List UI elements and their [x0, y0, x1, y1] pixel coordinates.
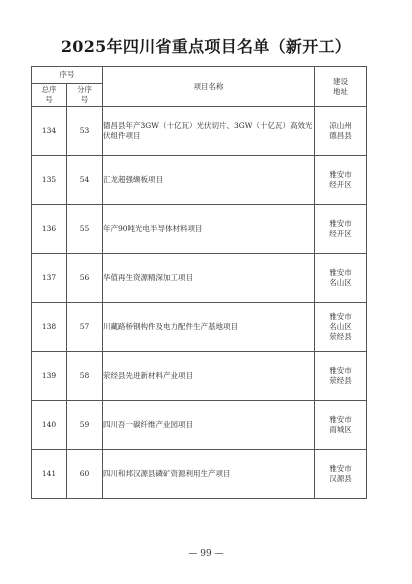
sub-seq-cell: 59: [67, 401, 103, 450]
total-seq-cell: 140: [32, 401, 67, 450]
project-name-cell: 川藏路桥钢构件及电力配件生产基地项目: [103, 303, 315, 352]
table-row: [32, 156, 367, 205]
project-name-cell: 四川和邦汉源县磷矿资源利用生产项目: [103, 450, 315, 499]
total-seq-cell: 136: [32, 205, 67, 254]
location-line: 雅安市: [329, 268, 352, 277]
location-line: 荥经县: [329, 332, 352, 341]
header-sub-seq: 分序号: [67, 84, 103, 107]
sub-seq-cell: 56: [67, 254, 103, 303]
total-seq-cell: 138: [32, 303, 67, 352]
location-line: 雅安市: [329, 415, 352, 424]
sub-seq-cell: 54: [67, 156, 103, 205]
total-seq-cell: 137: [32, 254, 67, 303]
project-name-cell: 德昌县年产3GW（十亿瓦）光伏切片、3GW（十亿瓦）高效光伏组件项目: [103, 107, 315, 156]
header-location: 建设地址: [315, 67, 367, 107]
total-seq-cell: 135: [32, 156, 67, 205]
table-row: [32, 205, 367, 254]
location-cell: [315, 352, 367, 401]
table-row: [32, 303, 367, 352]
location-line: 荥经县: [329, 376, 352, 385]
page-number: — 99 —: [188, 549, 224, 559]
location-line: 经开区: [329, 229, 352, 238]
sub-seq-cell: 58: [67, 352, 103, 401]
sub-seq-cell: 53: [67, 107, 103, 156]
header-total-seq: 总序号: [32, 84, 67, 107]
location-line: 汉源县: [329, 474, 352, 483]
location-line: 德昌县: [329, 131, 352, 140]
location-line: 雅安市: [329, 219, 352, 228]
location-line: 雅安市: [329, 366, 352, 375]
location-line: 名山区: [329, 278, 352, 287]
project-name-cell: 四川吾一碳纤维产业园项目: [103, 401, 315, 450]
sub-seq-cell: 60: [67, 450, 103, 499]
sub-seq-cell: 55: [67, 205, 103, 254]
header-seq-group: 序号: [32, 67, 103, 84]
document-title: 2025年四川省重点项目名单（新开工）: [60, 37, 352, 56]
location-line: 雨城区: [329, 425, 352, 434]
project-name-cell: 荥经县先进新材料产业项目: [103, 352, 315, 401]
total-seq-cell: 141: [32, 450, 67, 499]
location-line: 经开区: [329, 180, 352, 189]
location-cell: [315, 156, 367, 205]
location-cell: [315, 303, 367, 352]
location-line: 雅安市: [329, 312, 352, 321]
project-table: [31, 66, 367, 499]
sub-seq-cell: 57: [67, 303, 103, 352]
table-row: [32, 352, 367, 401]
table-header-row: [32, 67, 367, 84]
total-seq-cell: 139: [32, 352, 67, 401]
location-cell: [315, 401, 367, 450]
table-row: [32, 254, 367, 303]
header-project-name: 项目名称: [103, 67, 315, 107]
location-cell: [315, 205, 367, 254]
location-cell: [315, 450, 367, 499]
location-cell: [315, 254, 367, 303]
location-line: 名山区: [329, 322, 352, 331]
total-seq-cell: 134: [32, 107, 67, 156]
table-row: [32, 401, 367, 450]
table-row: [32, 107, 367, 156]
location-line: 雅安市: [329, 170, 352, 179]
table-row: [32, 450, 367, 499]
project-name-cell: 年产90吨光电半导体材料项目: [103, 205, 315, 254]
location-cell: [315, 107, 367, 156]
project-name-cell: 华值再生资源精深加工项目: [103, 254, 315, 303]
project-name-cell: 汇龙超强缬板项目: [103, 156, 315, 205]
location-line: 凉山州: [329, 121, 352, 130]
location-line: 雅安市: [329, 464, 352, 473]
